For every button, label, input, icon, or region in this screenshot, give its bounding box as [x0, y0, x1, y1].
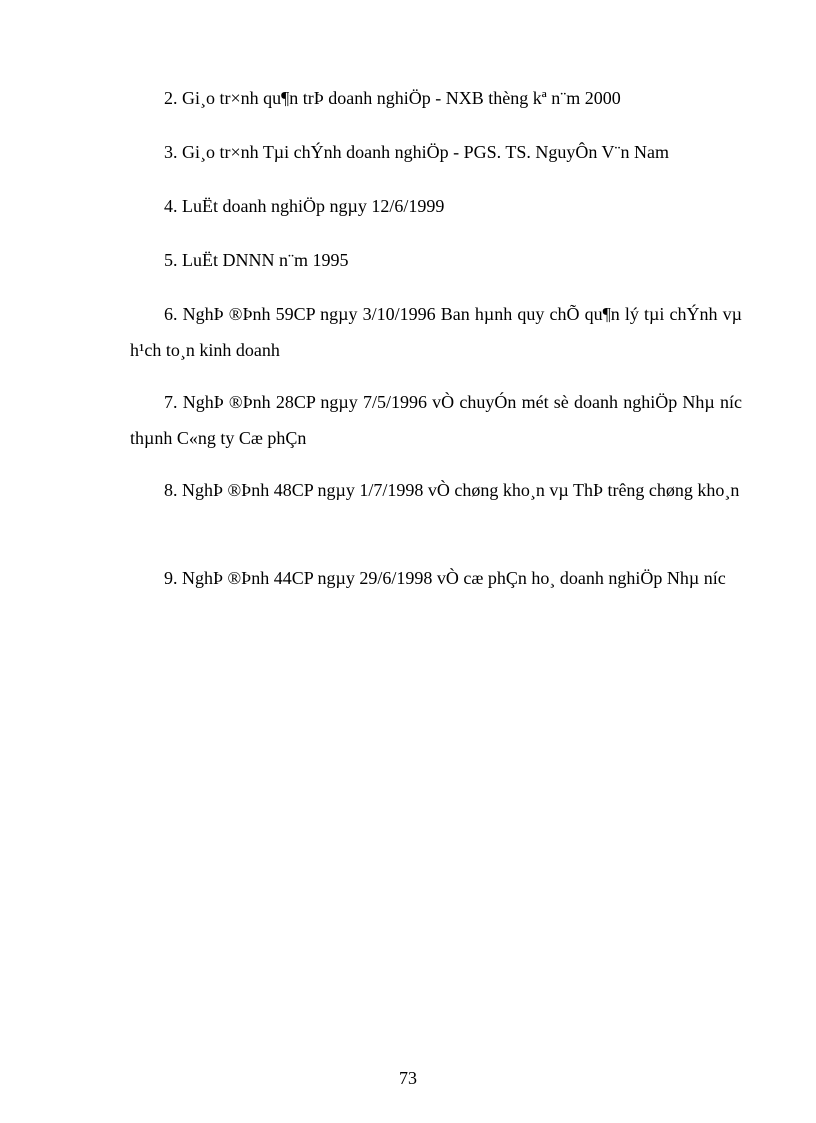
reference-item-5: 5. LuËt DNNN n¨m 1995 — [164, 250, 349, 270]
page-number: 73 — [399, 1068, 417, 1088]
reference-item-9: 9. NghÞ ®Þnh 44CP ngµy 29/6/1998 vÒ cæ phÇn ho¸ doanh nghiÖp Nhµ níc — [164, 568, 726, 588]
reference-item-7: 7. NghÞ ®Þnh 28CP ngµy 7/5/1996 vÒ chuyÓn mét sè doanh nghiÖp Nhµ níc thµnh C«ng ty Cæ phÇn — [130, 392, 742, 448]
reference-item-2: 2. Gi¸o tr×nh qu¶n trÞ doanh nghiÖp - NXB thèng kª n¨m 2000 — [164, 88, 621, 108]
reference-item-3: 3. Gi¸o tr×nh Tµi chÝnh doanh nghiÖp - PGS. TS. NguyÔn V¨n Nam — [164, 142, 670, 162]
reference-item-8: 8. NghÞ ®Þnh 48CP ngµy 1/7/1998 vÒ chøng kho¸n vµ ThÞ trêng chøng kho¸n — [164, 480, 740, 500]
reference-item-6: 6. NghÞ ®Þnh 59CP ngµy 3/10/1996 Ban hµnh quy chÕ qu¶n lý tµi chÝnh vµ h¹ch to¸n kinh doanh — [130, 304, 742, 360]
reference-item-4: 4. LuËt doanh nghiÖp ngµy 12/6/1999 — [164, 196, 445, 216]
